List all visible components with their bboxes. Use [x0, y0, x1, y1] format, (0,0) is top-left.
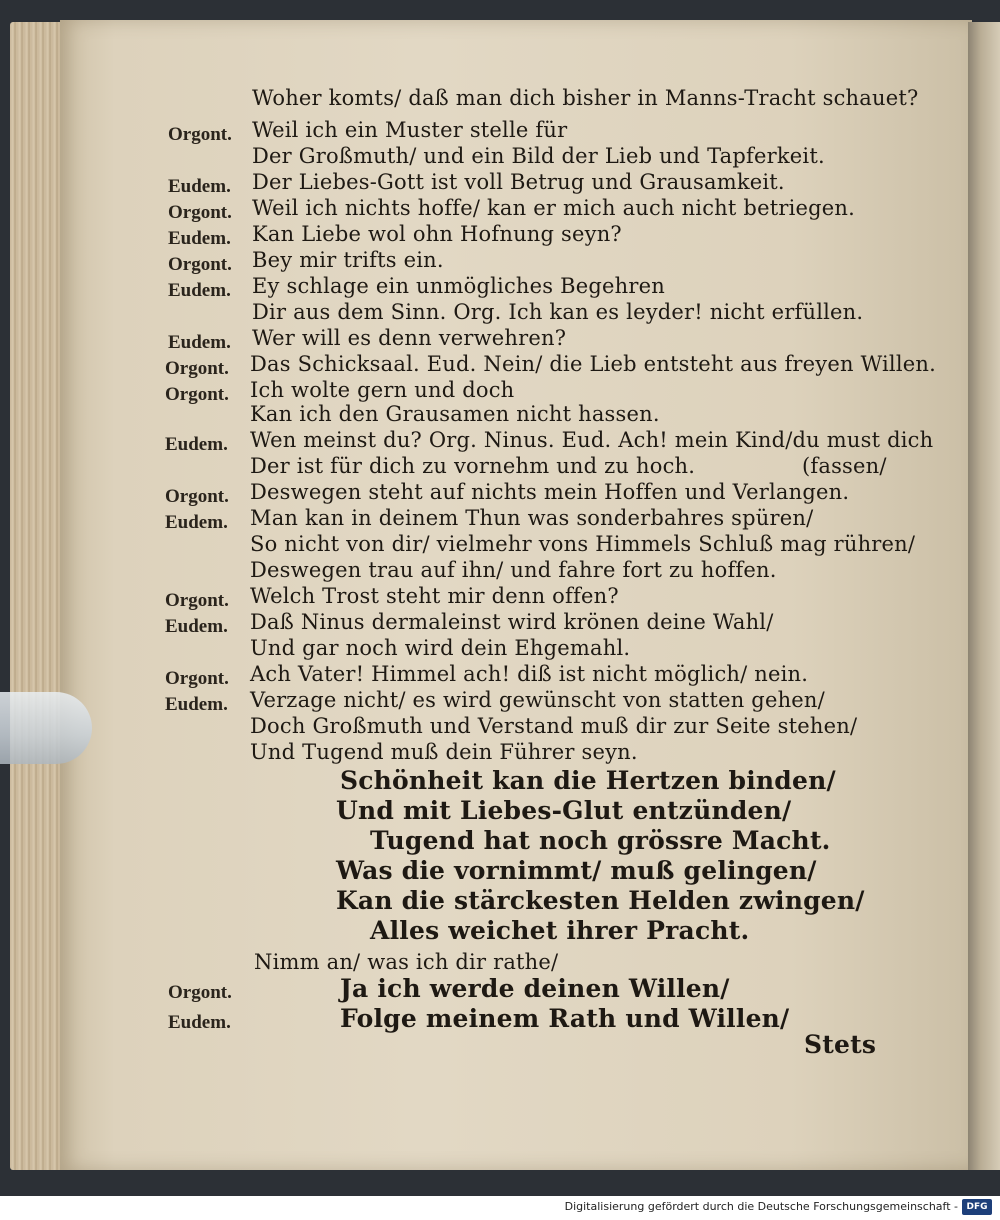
- song-line: Schönheit kan die Hertzen binden/: [340, 766, 836, 795]
- song-line: Kan die stärckesten Helden zwingen/: [336, 886, 865, 915]
- catchword: Stets: [804, 1030, 877, 1059]
- speaker-label: Orgont.: [165, 384, 229, 405]
- dialogue-line: Wen meinst du? Org. Ninus. Eud. Ach! mein Kind/du must dich: [250, 428, 934, 452]
- speaker-label: Orgont.: [168, 202, 232, 223]
- dialogue-line: Welch Trost steht mir denn offen?: [250, 584, 619, 608]
- footer-credit: Digitalisierung gefördert durch die Deutsche Forschungsgemeinschaft -: [564, 1200, 958, 1213]
- dialogue-line: Weil ich nichts hoffe/ kan er mich auch nicht betriegen.: [252, 196, 855, 220]
- dialogue-line: Bey mir trifts ein.: [252, 248, 444, 272]
- duet-line: Ja ich werde deinen Willen/: [340, 974, 730, 1003]
- dialogue-line: Wer will es denn verwehren?: [252, 326, 567, 350]
- dialogue-line: Daß Ninus dermaleinst wird krönen deine Wahl/: [250, 610, 774, 634]
- speaker-label: Orgont.: [165, 486, 229, 507]
- dialogue-line: Das Schicksaal. Eud. Nein/ die Lieb entsteht aus freyen Willen.: [250, 352, 936, 376]
- speaker-label: Eudem.: [165, 616, 228, 637]
- speaker-label: Eudem.: [168, 176, 231, 197]
- dialogue-line: Dir aus dem Sinn. Org. Ich kan es leyder! nicht erfüllen.: [252, 300, 864, 324]
- dialogue-line: Ey schlage ein unmögliches Begehren: [252, 274, 665, 298]
- song-line: Tugend hat noch grössre Macht.: [370, 826, 831, 855]
- dialogue-line: Deswegen steht auf nichts mein Hoffen und Verlangen.: [250, 480, 850, 504]
- dialogue-line: Doch Großmuth und Verstand muß dir zur Seite stehen/: [250, 714, 858, 738]
- song-line: Alles weichet ihrer Pracht.: [370, 916, 750, 945]
- dialogue-line: Und gar noch wird dein Ehgemahl.: [250, 636, 631, 660]
- speaker-label: Eudem.: [165, 694, 228, 715]
- speaker-label: Eudem.: [168, 332, 231, 353]
- dialogue-line: Und Tugend muß dein Führer seyn.: [250, 740, 638, 764]
- dialogue-line: Der Großmuth/ und ein Bild der Lieb und Tapferkeit.: [252, 144, 825, 168]
- dialogue-line: Verzage nicht/ es wird gewünscht von statten gehen/: [250, 688, 825, 712]
- speaker-label: Eudem.: [165, 512, 228, 533]
- dfg-logo: DFG: [962, 1199, 992, 1215]
- speaker-label: Eudem.: [168, 280, 231, 301]
- speaker-label: Orgont.: [165, 590, 229, 611]
- speaker-label: Orgont.: [168, 124, 232, 145]
- song-line: Was die vornimmt/ muß gelingen/: [336, 856, 817, 885]
- dialogue-line: Woher komts/ daß man dich bisher in Manns-Tracht schauet?: [252, 86, 919, 110]
- speaker-label: Orgont.: [168, 254, 232, 275]
- song-line: Und mit Liebes-Glut entzünden/: [336, 796, 792, 825]
- speaker-label: Orgont.: [165, 668, 229, 689]
- page-clip: [0, 692, 92, 764]
- dialogue-aside: (fassen/: [802, 454, 887, 478]
- footer-bar: [0, 1196, 1000, 1220]
- speaker-label: Eudem.: [165, 434, 228, 455]
- dialogue-line: Nimm an/ was ich dir rathe/: [254, 950, 559, 974]
- dialogue-line: Ich wolte gern und doch: [250, 378, 515, 402]
- dialogue-line: Kan Liebe wol ohn Hofnung seyn?: [252, 222, 622, 246]
- speaker-label: Eudem.: [168, 228, 231, 249]
- dialogue-line: Ach Vater! Himmel ach! diß ist nicht möglich/ nein.: [250, 662, 809, 686]
- dialogue-line: Der ist für dich zu vornehm und zu hoch.: [250, 454, 696, 478]
- duet-line: Folge meinem Rath und Willen/: [340, 1004, 790, 1033]
- dialogue-line: Der Liebes-Gott ist voll Betrug und Grausamkeit.: [252, 170, 785, 194]
- dialogue-line: Weil ich ein Muster stelle für: [252, 118, 568, 142]
- dialogue-line: Kan ich den Grausamen nicht hassen.: [250, 402, 660, 426]
- speaker-label: Orgont.: [168, 982, 232, 1003]
- dialogue-line: Man kan in deinem Thun was sonderbahres spüren/: [250, 506, 814, 530]
- dialogue-line: Deswegen trau auf ihn/ und fahre fort zu hoffen.: [250, 558, 777, 582]
- speaker-label: Eudem.: [168, 1012, 231, 1033]
- speaker-label: Orgont.: [165, 358, 229, 379]
- dialogue-line: So nicht von dir/ vielmehr vons Himmels Schluß mag rühren/: [250, 532, 916, 556]
- book-gutter: [968, 22, 1000, 1170]
